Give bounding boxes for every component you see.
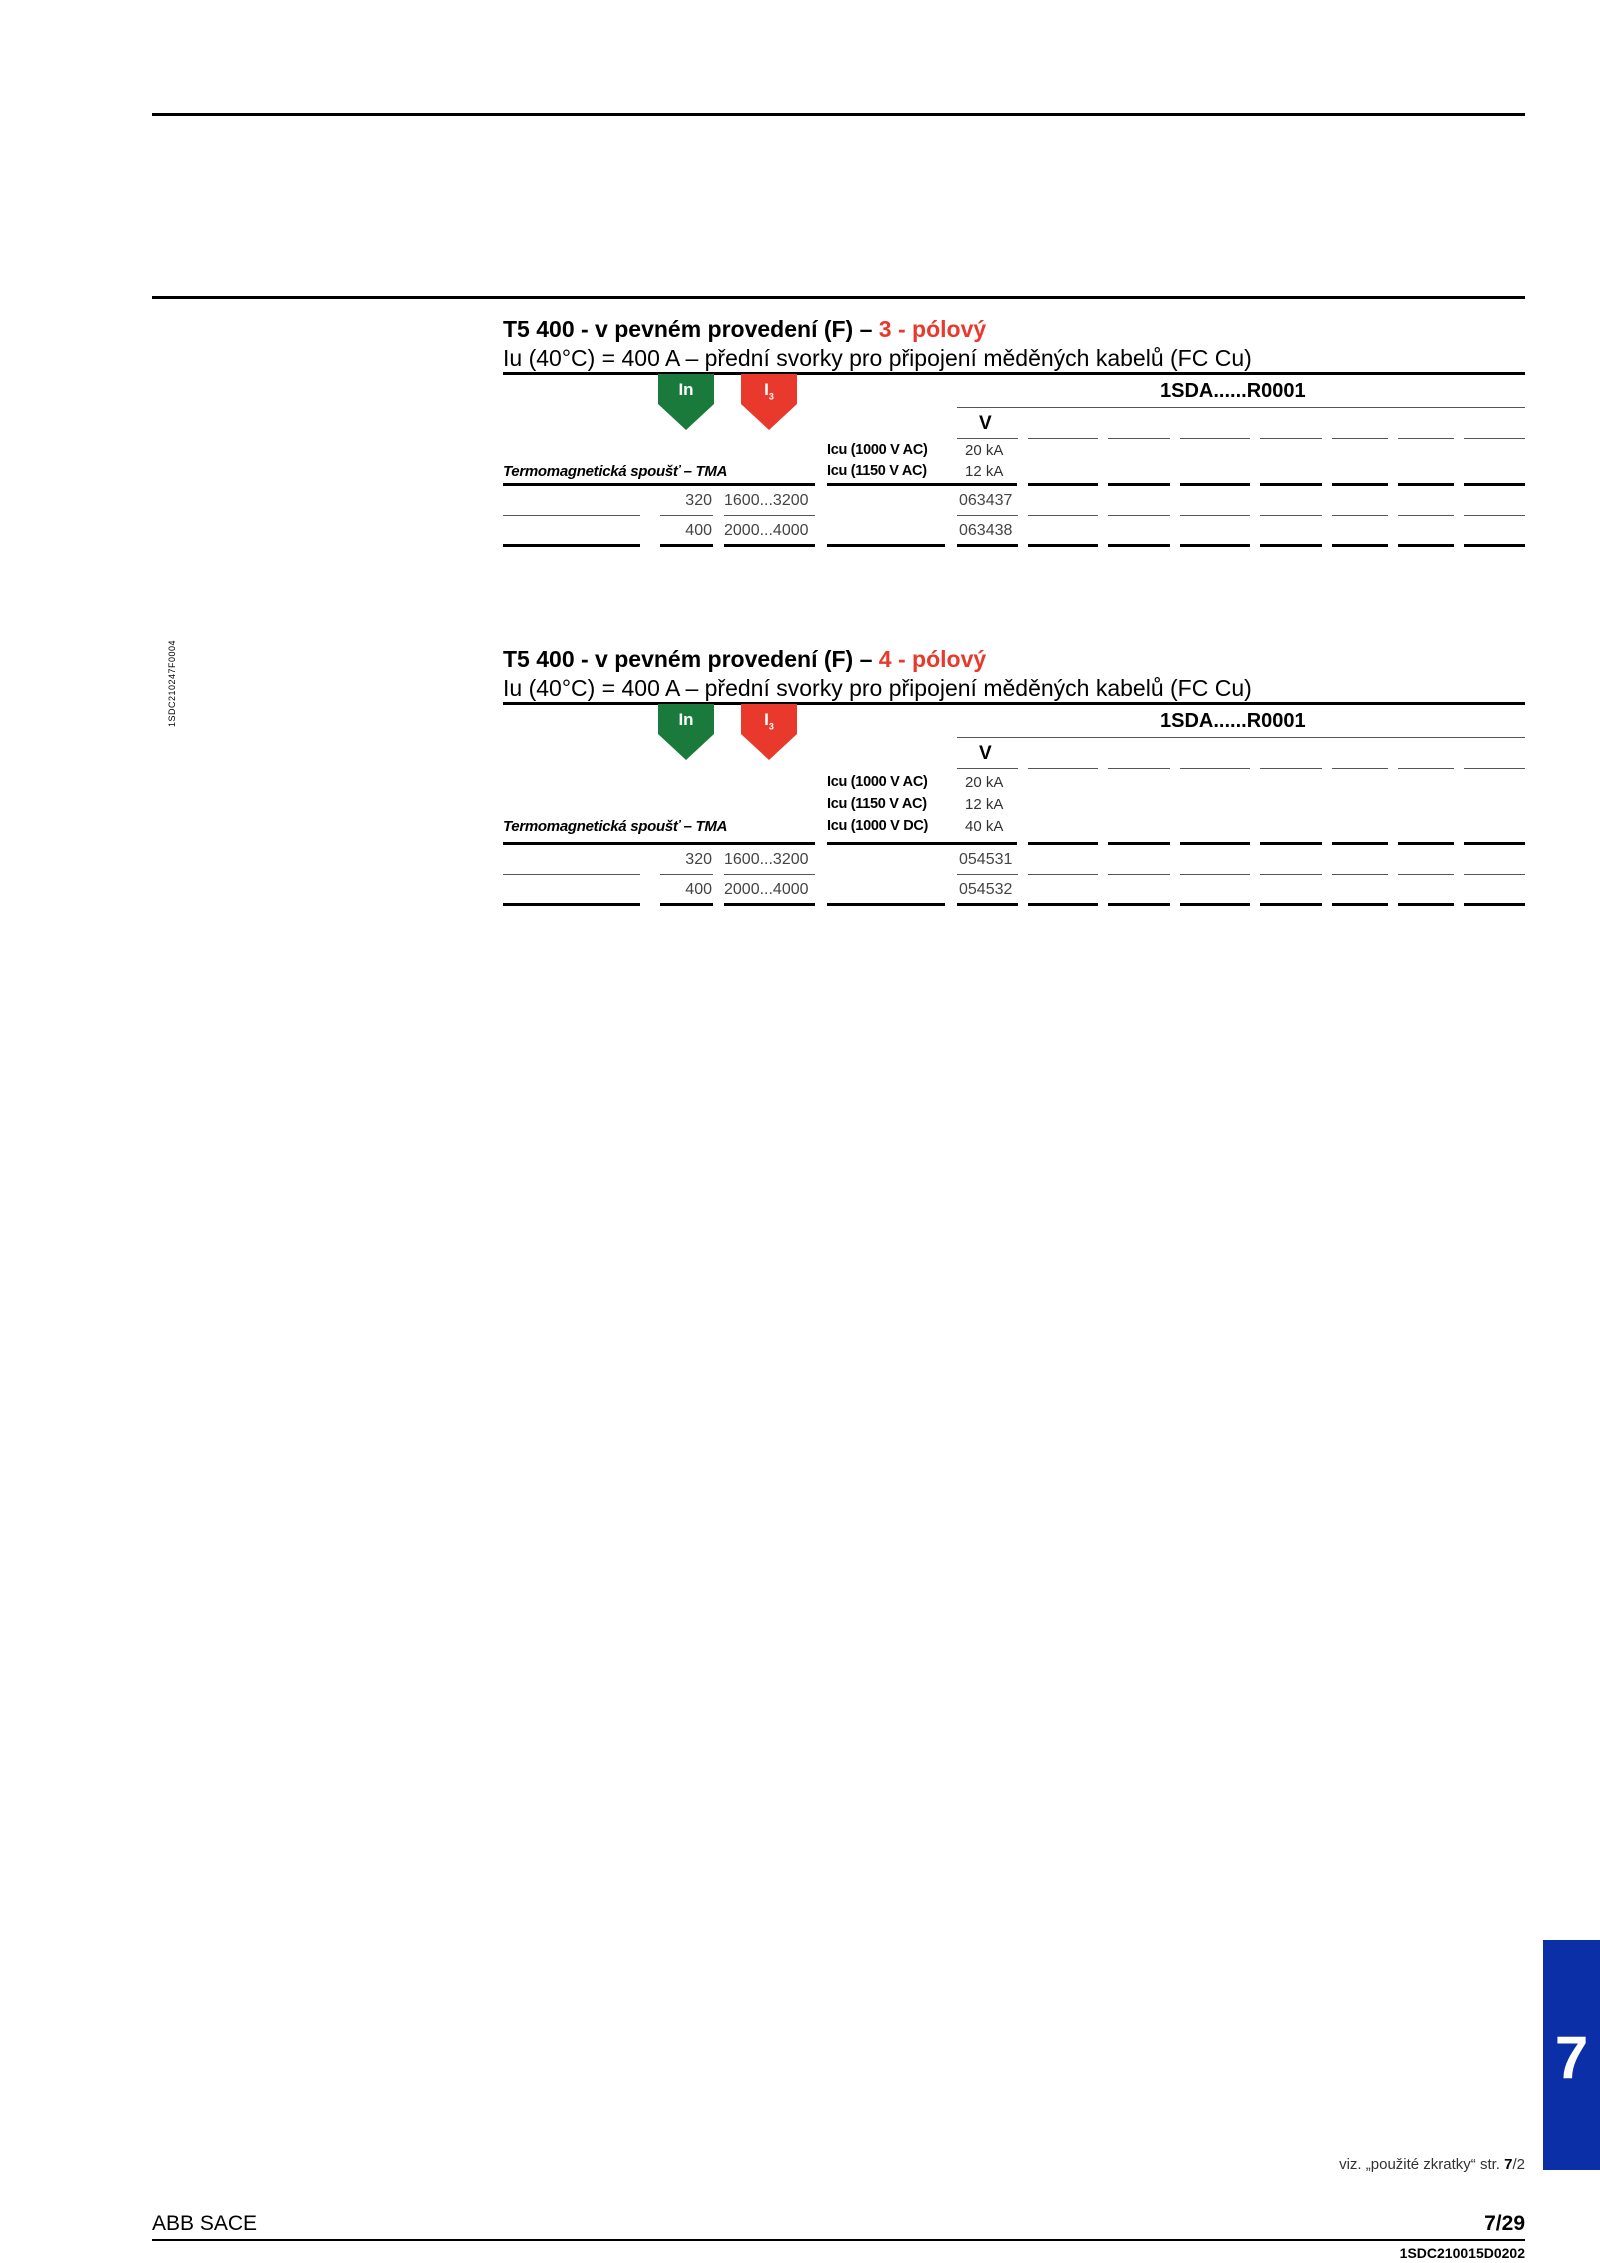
table-bottom-rule — [1464, 903, 1525, 906]
abbreviations-note: viz. „použité zkratky“ str. 7/2 — [1339, 2156, 1525, 2173]
table-bottom-rule — [1398, 903, 1454, 906]
table-bottom-rule — [1028, 903, 1098, 906]
icu-line: Icu (1000 V AC) — [827, 442, 928, 458]
ka-value: 20 kA — [965, 442, 1004, 459]
i3-badge-label: $I_3$ — [764, 710, 774, 732]
i3-badge — [741, 704, 797, 760]
row-rule — [1398, 874, 1454, 875]
row-rule — [1332, 874, 1388, 875]
ka-value: 40 kA — [965, 818, 1004, 835]
row-rule — [724, 874, 815, 875]
cell-code: 054531 — [959, 851, 1013, 868]
cell-in: 400 — [685, 522, 712, 539]
icu-line: Icu (1000 V DC) — [827, 818, 929, 834]
ka-value: 12 kA — [965, 463, 1004, 480]
icu-line: Icu (1150 V AC) — [827, 463, 927, 479]
v-rule — [957, 768, 1018, 769]
header-bottom-rule — [1398, 842, 1454, 845]
chapter-tab[interactable] — [1543, 1940, 1600, 2170]
section-subtitle: Iu (40°C) = 400 A – přední svorky pro připojení měděných kabelů (FC Cu) — [503, 675, 1252, 701]
blank-rule — [1332, 768, 1388, 769]
section-subtitle: Iu (40°C) = 400 A – přední svorky pro připojení měděných kabelů (FC Cu) — [503, 345, 1252, 371]
document-code: 1SDC210015D0202 — [1399, 2245, 1525, 2261]
cell-i3: 2000...4000 — [724, 881, 809, 898]
row-rule — [1260, 874, 1322, 875]
table-bottom-rule — [957, 903, 1018, 906]
header-rule — [503, 702, 1525, 705]
header-bottom-rule — [503, 842, 815, 845]
cell-in: 400 — [685, 881, 712, 898]
row-rule — [1108, 874, 1170, 875]
table-bottom-rule — [827, 903, 945, 906]
cell-in: 320 — [685, 851, 712, 868]
row-rule — [957, 874, 1018, 875]
code-header: 1SDA......R0001 — [1160, 710, 1306, 732]
table-bottom-rule — [1108, 903, 1170, 906]
cell-i3: 1600...3200 — [724, 492, 809, 509]
row-rule — [1180, 874, 1250, 875]
footer-rule — [152, 2239, 1525, 2241]
header-bottom-rule — [1028, 842, 1098, 845]
title-poles: 4 - pólový — [878, 646, 987, 672]
header-bottom-rule — [1260, 842, 1322, 845]
title-poles: 3 - pólový — [878, 316, 987, 342]
blank-rule — [1464, 768, 1525, 769]
header-bottom-rule — [1332, 842, 1388, 845]
table-bottom-rule — [1332, 903, 1388, 906]
code-header-rule — [957, 737, 1525, 738]
v-header: V — [979, 413, 992, 434]
table-bottom-rule — [724, 903, 815, 906]
cell-i3: 2000...4000 — [724, 522, 809, 539]
table-bottom-rule — [660, 903, 713, 906]
section-title — [503, 646, 986, 673]
ka-value: 20 kA — [965, 774, 1004, 791]
header-bottom-rule — [1464, 842, 1525, 845]
cell-in: 320 — [685, 492, 712, 509]
ka-value: 12 kA — [965, 796, 1004, 813]
icu-line: Icu (1000 V AC) — [827, 774, 928, 790]
code-header: 1SDA......R0001 — [1160, 380, 1306, 402]
table-bottom-rule — [1180, 903, 1250, 906]
title-main: T5 400 - v pevném provedení (F) – — [503, 646, 879, 672]
header-bottom-rule — [1108, 842, 1170, 845]
blank-rule — [1180, 768, 1250, 769]
section-4-pole — [0, 330, 1600, 898]
row-rule — [1028, 874, 1098, 875]
page-number: 7/29 — [1484, 2212, 1525, 2235]
icu-line: Icu (1150 V AC) — [827, 796, 927, 812]
side-code: 1SDC210247F0004 — [167, 639, 177, 727]
blank-rule — [1398, 768, 1454, 769]
cell-code: 054532 — [959, 881, 1013, 898]
table-bottom-rule — [1260, 903, 1322, 906]
title-main: T5 400 - v pevném provedení (F) – — [503, 316, 879, 342]
in-badge-label: In — [678, 710, 694, 729]
row-rule — [660, 874, 713, 875]
i3-badge-label: $I_3$ — [764, 380, 774, 402]
chapter-number: 7 — [1554, 2024, 1589, 2091]
cell-code: 063438 — [959, 522, 1013, 539]
blank-rule — [1108, 768, 1170, 769]
blank-rule — [1028, 768, 1098, 769]
release-label: Termomagnetická spoušť – TMA — [503, 818, 728, 835]
release-label: Termomagnetická spoušť – TMA — [503, 463, 728, 480]
header-bottom-rule — [827, 842, 1017, 845]
in-badge-label: In — [678, 380, 694, 399]
footer-company: ABB SACE — [152, 2212, 258, 2235]
in-badge — [658, 704, 714, 760]
table-bottom-rule — [503, 903, 640, 906]
blank-rule — [1260, 768, 1322, 769]
v-header: V — [979, 743, 992, 764]
header-bottom-rule — [1180, 842, 1250, 845]
cell-i3: 1600...3200 — [724, 851, 809, 868]
row-rule — [1464, 874, 1525, 875]
cell-code: 063437 — [959, 492, 1013, 509]
row-rule — [503, 874, 640, 875]
